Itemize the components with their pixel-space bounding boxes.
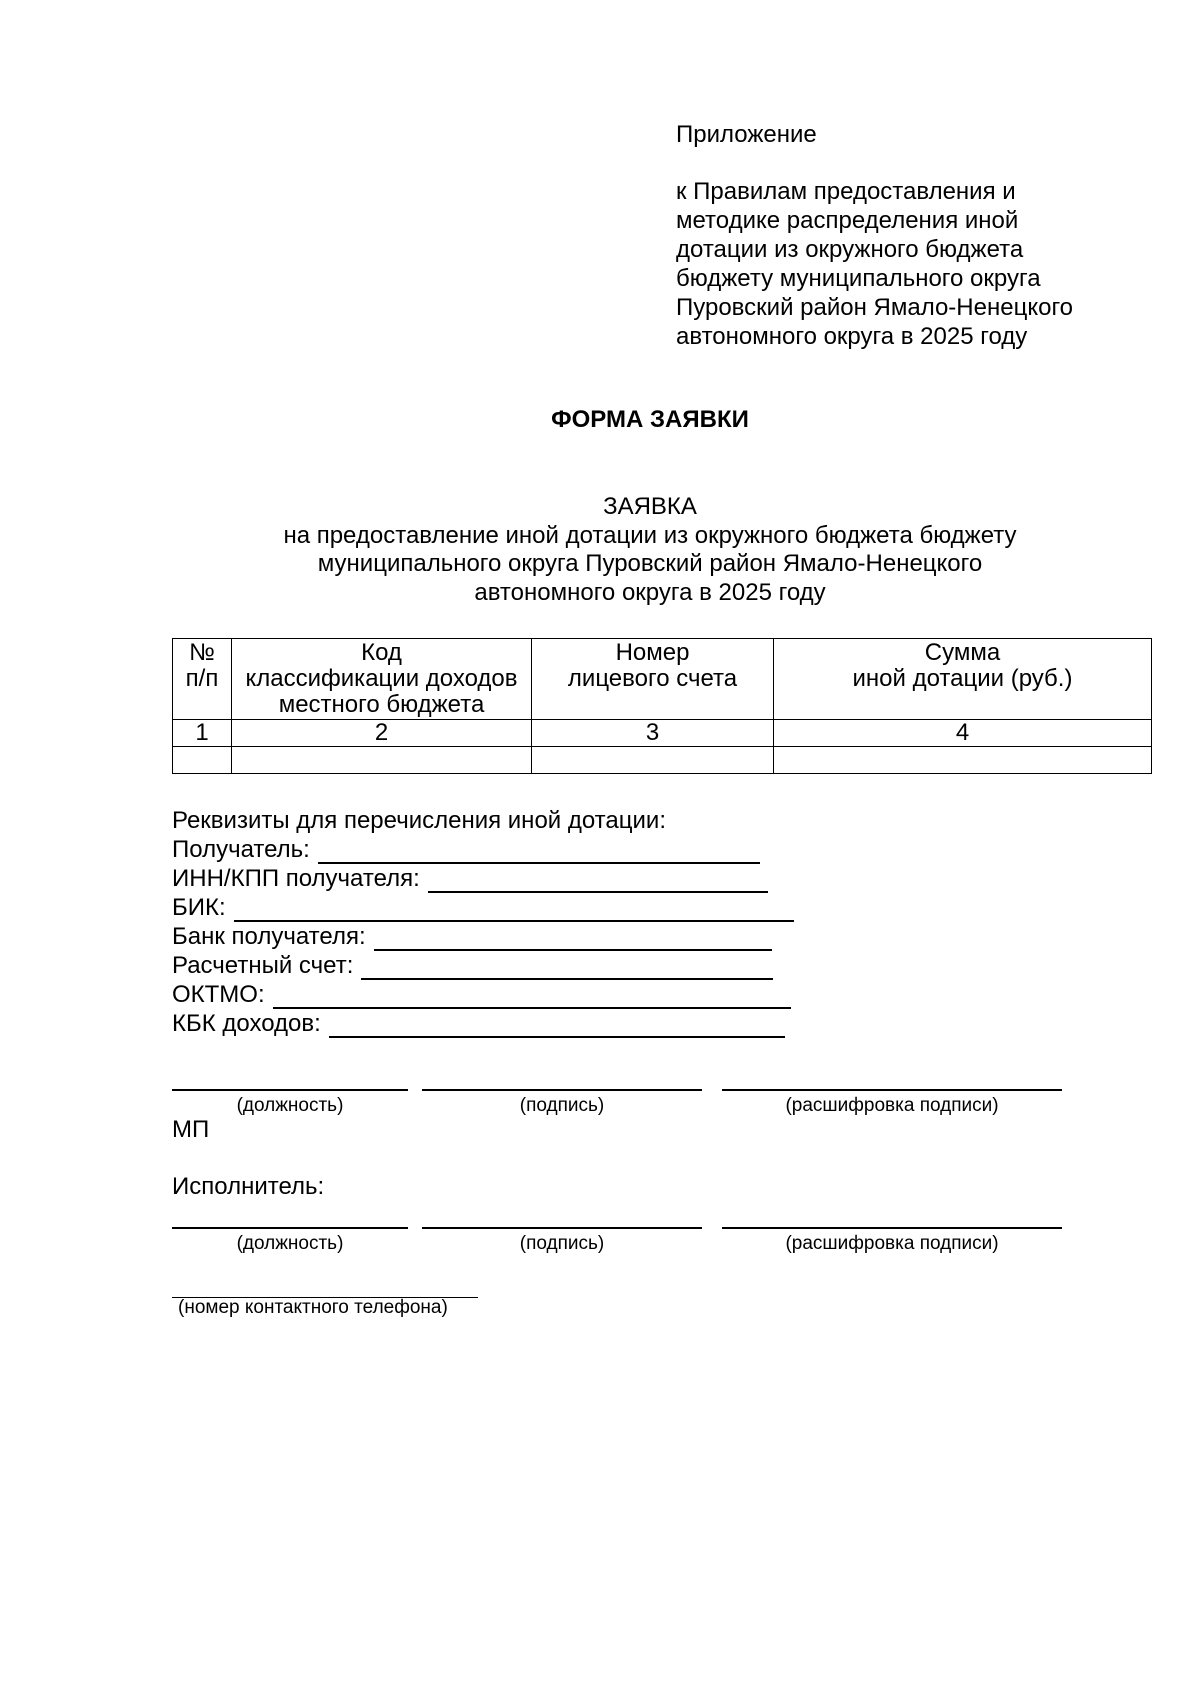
account-blank-line[interactable] <box>361 956 773 980</box>
header-cell-number: № п/п <box>173 639 232 720</box>
appendix-line: к Правилам предоставления и <box>676 178 1016 205</box>
decoding-blank-line[interactable] <box>722 1089 1062 1091</box>
executor-signature-block <box>172 1227 1072 1267</box>
oktmo-blank-line[interactable] <box>273 985 791 1009</box>
recipient-field <box>172 835 794 864</box>
inn-kpp-label: ИНН/КПП получателя: <box>172 865 420 892</box>
inn-kpp-blank-line[interactable] <box>428 869 768 893</box>
position-blank-line[interactable] <box>172 1089 408 1091</box>
phone-caption: (номер контактного телефона) <box>178 1297 448 1318</box>
executor-label: Исполнитель: <box>172 1173 325 1200</box>
table-row <box>173 747 1152 774</box>
request-subtitle-line: автономного округа в 2025 году <box>474 578 826 606</box>
appendix-line: автономного округа в 2025 году <box>676 323 1028 350</box>
account-label: Расчетный счет: <box>172 952 354 979</box>
position-caption: (должность) <box>236 1095 344 1116</box>
bik-blank-line[interactable] <box>234 898 794 922</box>
bik-label: БИК: <box>172 894 226 921</box>
bank-field <box>172 922 794 951</box>
table-cell: 4 <box>774 720 1152 747</box>
bank-blank-line[interactable] <box>374 927 772 951</box>
table-cell-empty[interactable] <box>173 747 232 774</box>
header-cell-amount: Сумма иной дотации (руб.) <box>774 639 1152 720</box>
request-subtitle-line: муниципального округа Пуровский район Ямало-Ненецкого <box>317 550 983 577</box>
stamp-label: МП <box>172 1116 210 1143</box>
kbk-blank-line[interactable] <box>329 1014 785 1038</box>
signature-caption: (подпись) <box>519 1095 605 1116</box>
table-cell: 3 <box>532 720 774 747</box>
appendix-line: методике распределения иной <box>676 207 1019 234</box>
inn-kpp-field <box>172 864 794 893</box>
executor-position-blank-line[interactable] <box>172 1227 408 1229</box>
bank-label: Банк получателя: <box>172 923 366 950</box>
table-cell: 1 <box>173 720 232 747</box>
request-subtitle-line: на предоставление иной дотации из окружного бюджета бюджету <box>283 521 1017 549</box>
bik-field <box>172 893 794 922</box>
table-header-row <box>173 639 1152 720</box>
appendix-line: Пуровский район Ямало-Ненецкого <box>676 294 1074 321</box>
executor-position-caption: (должность) <box>236 1233 344 1254</box>
appendix-line: дотации из окружного бюджета <box>676 236 1024 263</box>
appendix-block <box>676 120 1156 351</box>
executor-signature-blank-line[interactable] <box>422 1227 702 1229</box>
kbk-label: КБК доходов: <box>172 1010 321 1037</box>
form-title: ФОРМА ЗАЯВКИ <box>551 406 749 433</box>
executor-decoding-blank-line[interactable] <box>722 1227 1062 1229</box>
executor-decoding-caption: (расшифровка подписи) <box>785 1233 999 1254</box>
decoding-caption: (расшифровка подписи) <box>785 1095 999 1116</box>
oktmo-field <box>172 980 794 1009</box>
request-title-block <box>0 493 1200 607</box>
request-table <box>172 638 1152 774</box>
recipient-blank-line[interactable] <box>318 840 760 864</box>
appendix-heading: Приложение <box>676 121 817 148</box>
table-cell-empty[interactable] <box>532 747 774 774</box>
kbk-field <box>172 1009 794 1038</box>
request-title: ЗАЯВКА <box>603 493 697 520</box>
oktmo-label: ОКТМО: <box>172 981 265 1008</box>
executor-signature-caption: (подпись) <box>519 1233 605 1254</box>
table-cell: 2 <box>232 720 532 747</box>
header-cell-code: Код классификации доходов местного бюджета <box>232 639 532 720</box>
requisites-heading: Реквизиты для перечисления иной дотации: <box>172 807 666 834</box>
table-cell-empty[interactable] <box>232 747 532 774</box>
signature-blank-line[interactable] <box>422 1089 702 1091</box>
recipient-label: Получатель: <box>172 836 310 863</box>
table-cell-empty[interactable] <box>774 747 1152 774</box>
signature-block <box>172 1089 1072 1129</box>
table-numbering-row <box>173 720 1152 747</box>
requisites-block <box>172 806 794 1038</box>
account-field <box>172 951 794 980</box>
header-cell-account: Номер лицевого счета <box>532 639 774 720</box>
appendix-line: бюджету муниципального округа <box>676 265 1041 292</box>
